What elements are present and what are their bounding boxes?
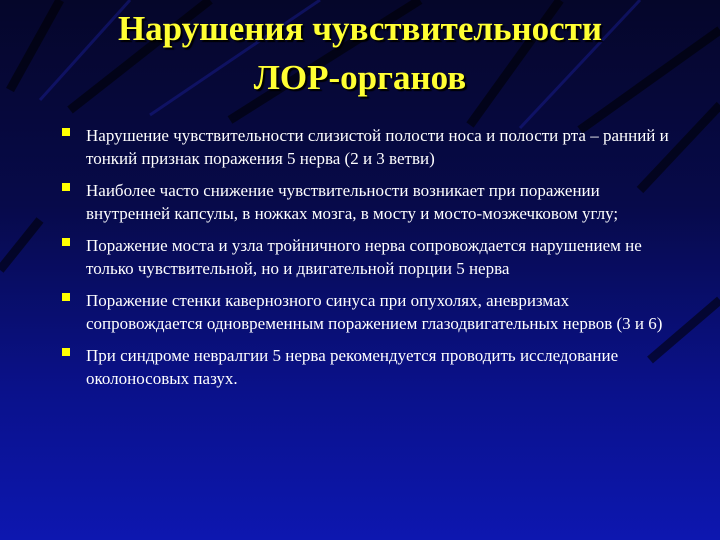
square-bullet-icon: [62, 238, 70, 246]
square-bullet-icon: [62, 293, 70, 301]
bullet-text: Наиболее часто снижение чувствительности возникает при поражении внутренней капсулы, в ножках мозга, в мосту и мосто-мозжечковом углу;: [86, 181, 619, 223]
square-bullet-icon: [62, 348, 70, 356]
bullet-text: Поражение моста и узла тройничного нерва сопровождается нарушением не только чувствительной, но и двигательной порции 5 нерва: [86, 236, 642, 278]
bullet-item: [62, 124, 672, 170]
bullet-text: При синдроме невралгии 5 нерва рекомендуется проводить исследование околоносовых пазух.: [86, 346, 619, 388]
square-bullet-icon: [62, 128, 70, 136]
bullet-item: [62, 234, 672, 280]
slide-title-line-1: Нарушения чувствительности: [117, 9, 603, 48]
bullet-text: Поражение стенки кавернозного синуса при опухолях, аневризмах сопровождается одновременным поражением глазодвигательных нервов (3 и 6): [86, 291, 663, 333]
square-bullet-icon: [62, 183, 70, 191]
bullet-item: [62, 344, 672, 390]
bullet-item: [62, 179, 672, 225]
bullet-list: [62, 124, 672, 399]
bullet-item: [62, 289, 672, 335]
slide-title: [0, 4, 720, 102]
bullet-text: Нарушение чувствительности слизистой полости носа и полости рта – ранний и тонкий признак поражения 5 нерва (2 и 3 ветви): [86, 126, 669, 168]
slide-title-line-2: ЛОР-органов: [253, 58, 467, 97]
